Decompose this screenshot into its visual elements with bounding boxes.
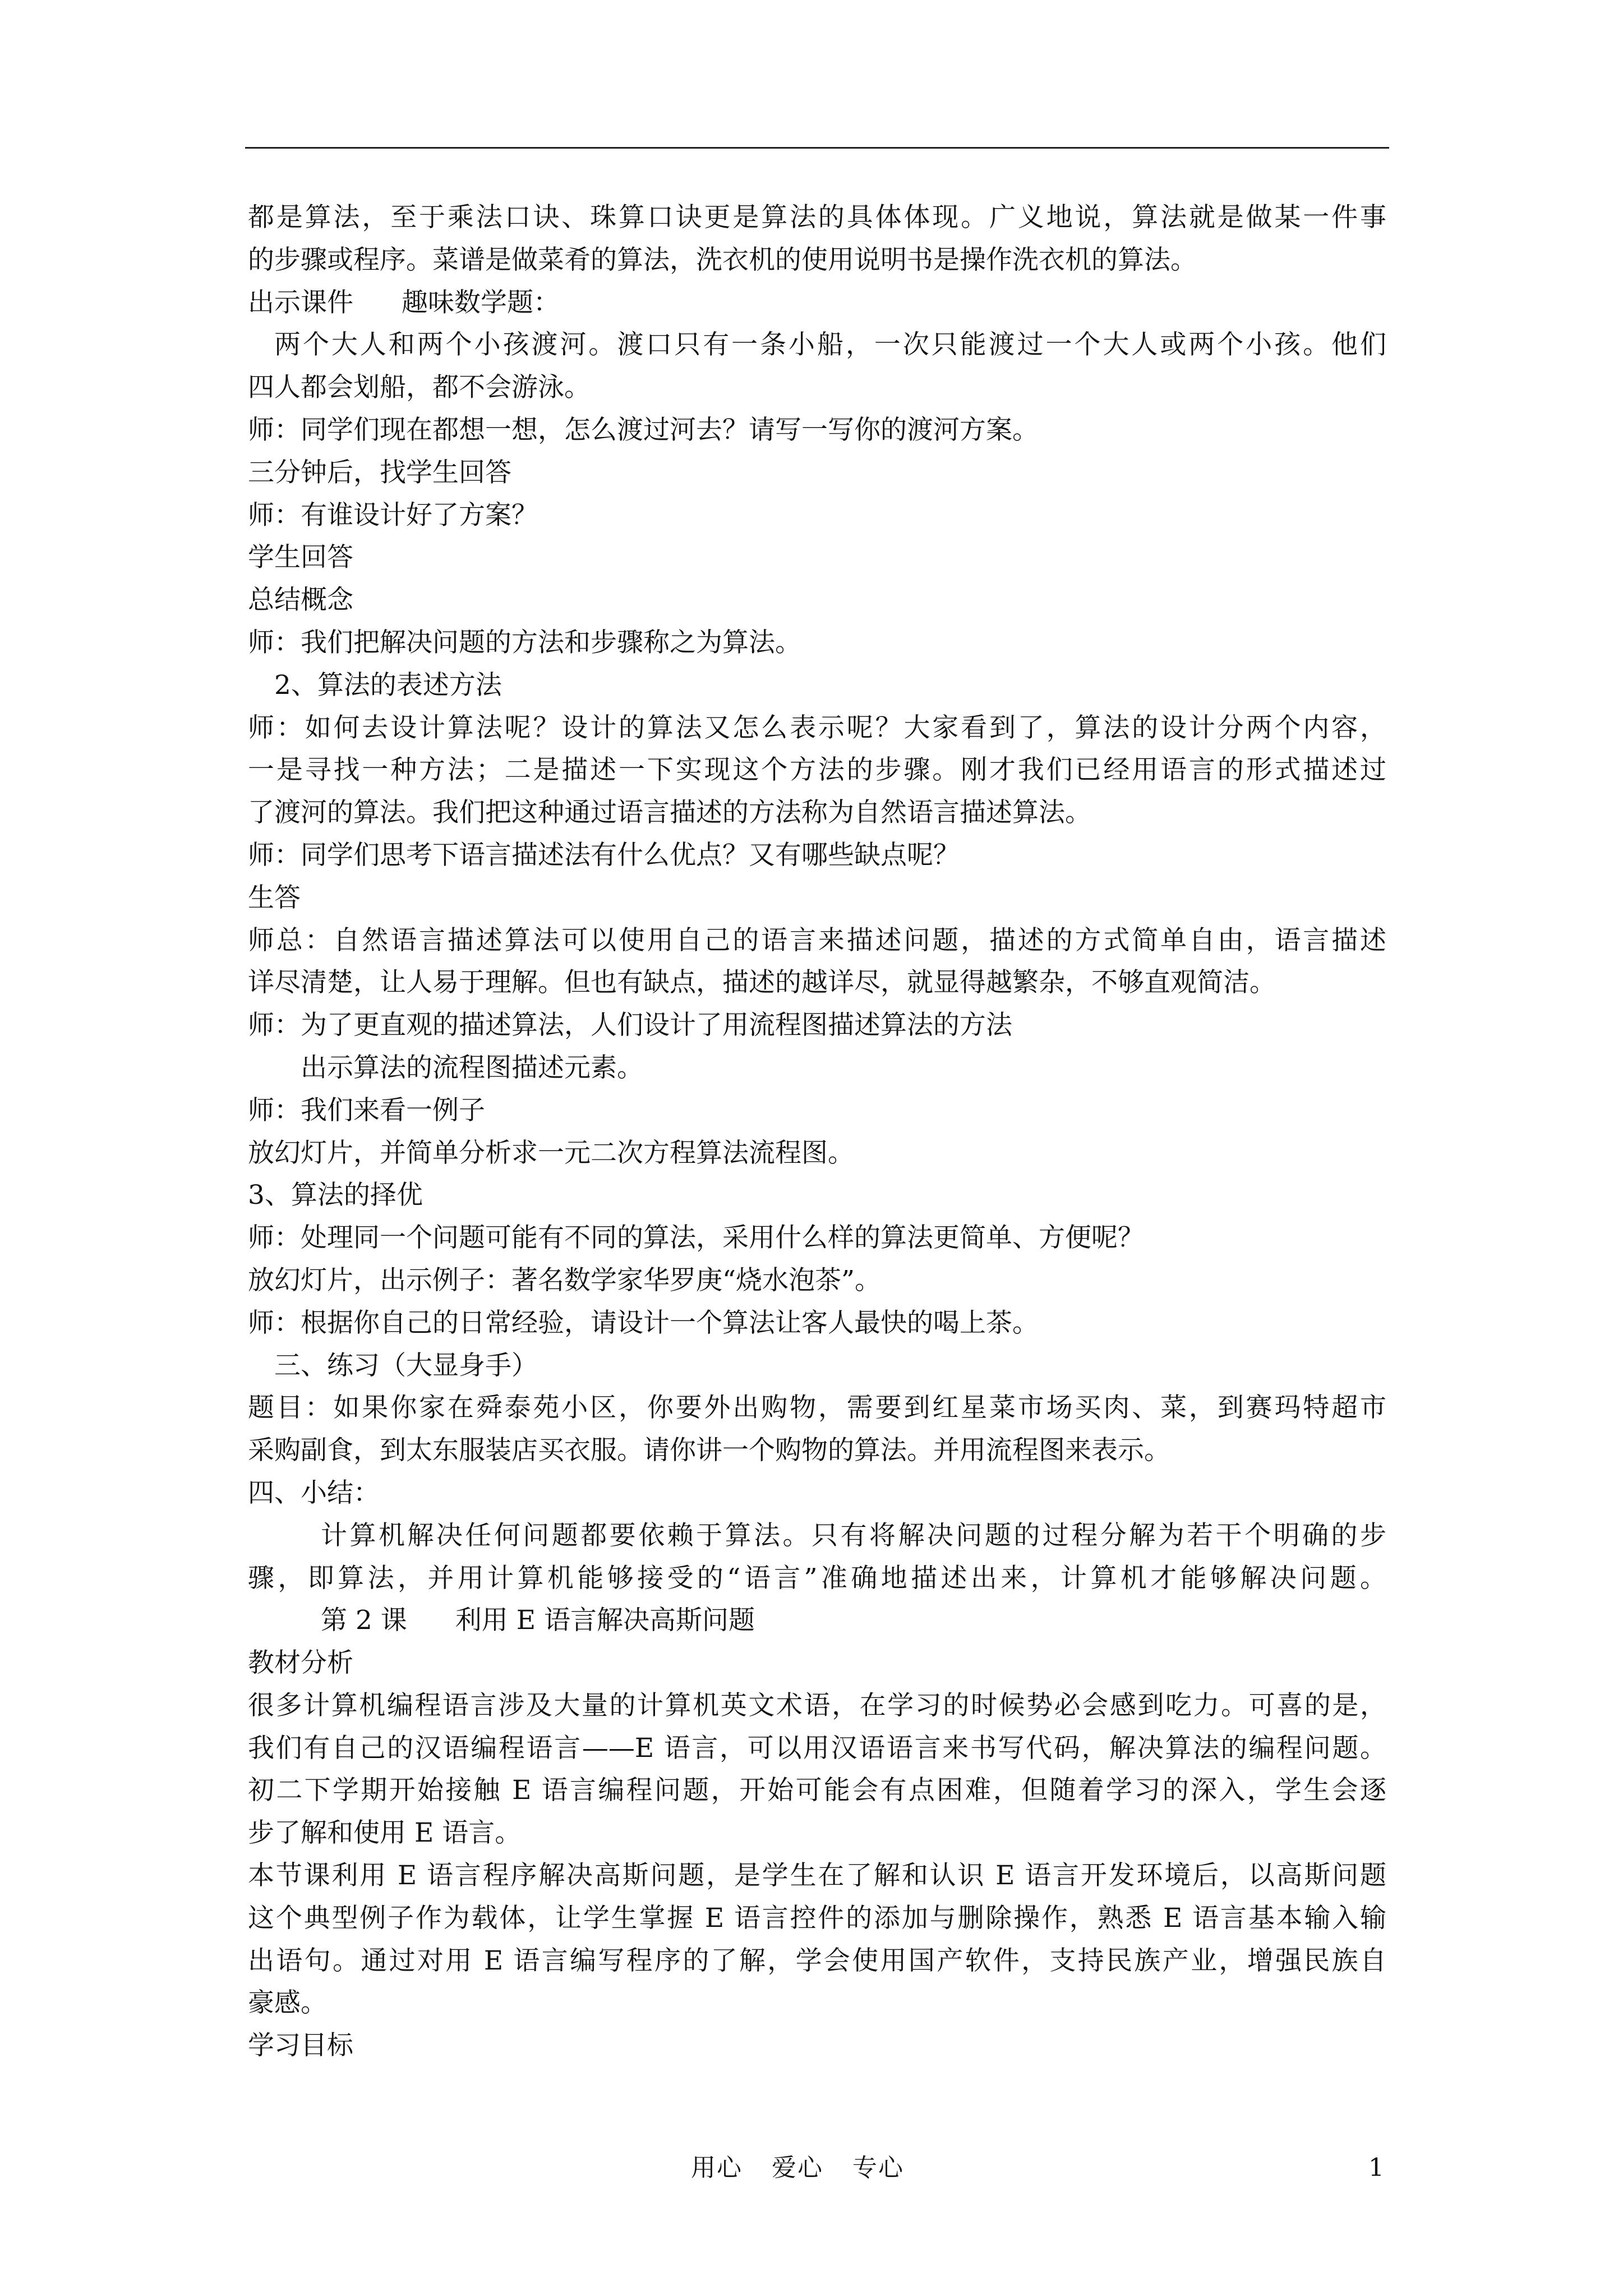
paragraph-line: 我们有自己的汉语编程语言——E 语言，可以用汉语语言来书写代码，解决算法的编程问题。 — [248, 1732, 1386, 1764]
paragraph-line: 一是寻找一种方法；二是描述一下实现这个方法的步骤。刚才我们已经用语言的形式描述过 — [248, 754, 1386, 786]
paragraph-line: 很多计算机编程语言涉及大量的计算机英文术语，在学习的时候势必会感到吃力。可喜的是， — [248, 1690, 1386, 1721]
paragraph-line: 师总：自然语言描述算法可以使用自己的语言来描述问题，描述的方式简单自由，语言描述 — [248, 924, 1386, 956]
paragraph-line: 的步骤或程序。菜谱是做菜肴的算法，洗衣机的使用说明书是操作洗衣机的算法。 — [248, 244, 1197, 275]
paragraph-line: 出语句。通过对用 E 语言编写程序的了解，学会使用国产软件，支持民族产业，增强民族自 — [248, 1945, 1386, 1976]
paragraph-line: 师：我们来看一例子 — [248, 1094, 485, 1126]
document-body — [248, 196, 1386, 2067]
section-heading: 四、小结： — [248, 1477, 380, 1508]
paragraph-line: 师：我们把解决问题的方法和步骤称之为算法。 — [248, 627, 801, 658]
paragraph-line: 计算机解决任何问题都要依赖于算法。只有将解决问题的过程分解为若干个明确的步 — [321, 1520, 1386, 1551]
paragraph-line: 师：根据你自己的日常经验，请设计一个算法让客人最快的喝上茶。 — [248, 1307, 1039, 1338]
paragraph-line: 放幻灯片，并简单分析求一元二次方程算法流程图。 — [248, 1137, 854, 1168]
paragraph-line: 学生回答 — [248, 542, 353, 573]
paragraph-line: 生答 — [248, 882, 301, 913]
paragraph-line: 师：同学们思考下语言描述法有什么优点？又有哪些缺点呢？ — [248, 839, 960, 871]
paragraph-line: 了渡河的算法。我们把这种通过语言描述的方法称为自然语言描述算法。 — [248, 797, 1091, 829]
paragraph-line: 本节课利用 E 语言程序解决高斯问题，是学生在了解和认识 E 语言开发环境后，以高斯问题 — [248, 1860, 1386, 1892]
paragraph-line: 师：为了更直观的描述算法，人们设计了用流程图描述算法的方法 — [248, 1010, 1012, 1041]
paragraph-line: 四人都会划船，都不会游泳。 — [248, 372, 591, 403]
paragraph-line: 详尽清楚，让人易于理解。但也有缺点，描述的越详尽，就显得越繁杂，不够直观简洁。 — [248, 967, 1276, 999]
courseware-label: 出示课件 — [248, 287, 353, 318]
section-heading: 3、算法的择优 — [248, 1180, 423, 1211]
section-heading: 三、练习（大显身手） — [274, 1350, 538, 1381]
footer-motto — [691, 2151, 933, 2185]
paragraph-line: 骤，即算法，并用计算机能够接受的“语言”准确地描述出来，计算机才能够解决问题。 — [248, 1562, 1386, 1594]
lesson-name: 利用 E 语言解决高斯问题 — [455, 1605, 755, 1636]
header-rule — [245, 147, 1389, 149]
paragraph-line: 豪感。 — [248, 1987, 327, 2019]
paragraph-line: 采购副食，到太东服装店买衣服。请你讲一个购物的算法。并用流程图来表示。 — [248, 1435, 1170, 1466]
paragraph-line: 这个典型例子作为载体，让学生掌握 E 语言控件的添加与删除操作，熟悉 E 语言基本输入输 — [248, 1902, 1386, 1934]
paragraph-line: 师：如何去设计算法呢？设计的算法又怎么表示呢？大家看到了，算法的设计分两个内容， — [248, 712, 1386, 743]
lesson-title — [248, 1599, 1386, 1642]
paragraph-line: 三分钟后，找学生回答 — [248, 457, 511, 488]
section-heading: 学习目标 — [248, 2030, 353, 2062]
courseware-line — [248, 282, 1386, 324]
paragraph-line: 两个大人和两个小孩渡河。渡口只有一条小船，一次只能渡过一个大人或两个小孩。他们 — [274, 329, 1386, 361]
paragraph-line: 师：同学们现在都想一想，怎么渡过河去？请写一写你的渡河方案。 — [248, 414, 1039, 445]
paragraph-line: 师：处理同一个问题可能有不同的算法，采用什么样的算法更简单、方便呢？ — [248, 1222, 1144, 1254]
footer-word: 用心 — [691, 2154, 743, 2182]
paragraph-line: 总结概念 — [248, 585, 353, 616]
paragraph-line: 题目：如果你家在舜泰苑小区，你要外出购物，需要到红星菜市场买肉、菜，到赛玛特超市 — [248, 1392, 1386, 1424]
paragraph-line: 都是算法，至于乘法口诀、珠算口诀更是算法的具体体现。广义地说，算法就是做某一件事 — [248, 202, 1386, 233]
paragraph-line: 步了解和使用 E 语言。 — [248, 1818, 522, 1849]
paragraph-line: 师：有谁设计好了方案？ — [248, 499, 538, 531]
math-problem-label: 趣味数学题： — [402, 287, 560, 318]
footer-word: 爱心 — [772, 2154, 823, 2182]
lesson-number: 第 2 课 — [321, 1605, 407, 1636]
footer-word: 专心 — [852, 2154, 904, 2182]
paragraph-line: 初二下学期开始接触 E 语言编程问题，开始可能会有点困难，但随着学习的深入，学生会逐 — [248, 1775, 1386, 1806]
section-heading: 教材分析 — [248, 1648, 353, 1679]
section-heading: 2、算法的表述方法 — [274, 669, 502, 701]
paragraph-line: 放幻灯片，出示例子：著名数学家华罗庚“烧水泡茶”。 — [248, 1264, 882, 1296]
page-number: 1 — [1368, 2154, 1384, 2182]
paragraph-line: 出示算法的流程图描述元素。 — [301, 1052, 643, 1083]
